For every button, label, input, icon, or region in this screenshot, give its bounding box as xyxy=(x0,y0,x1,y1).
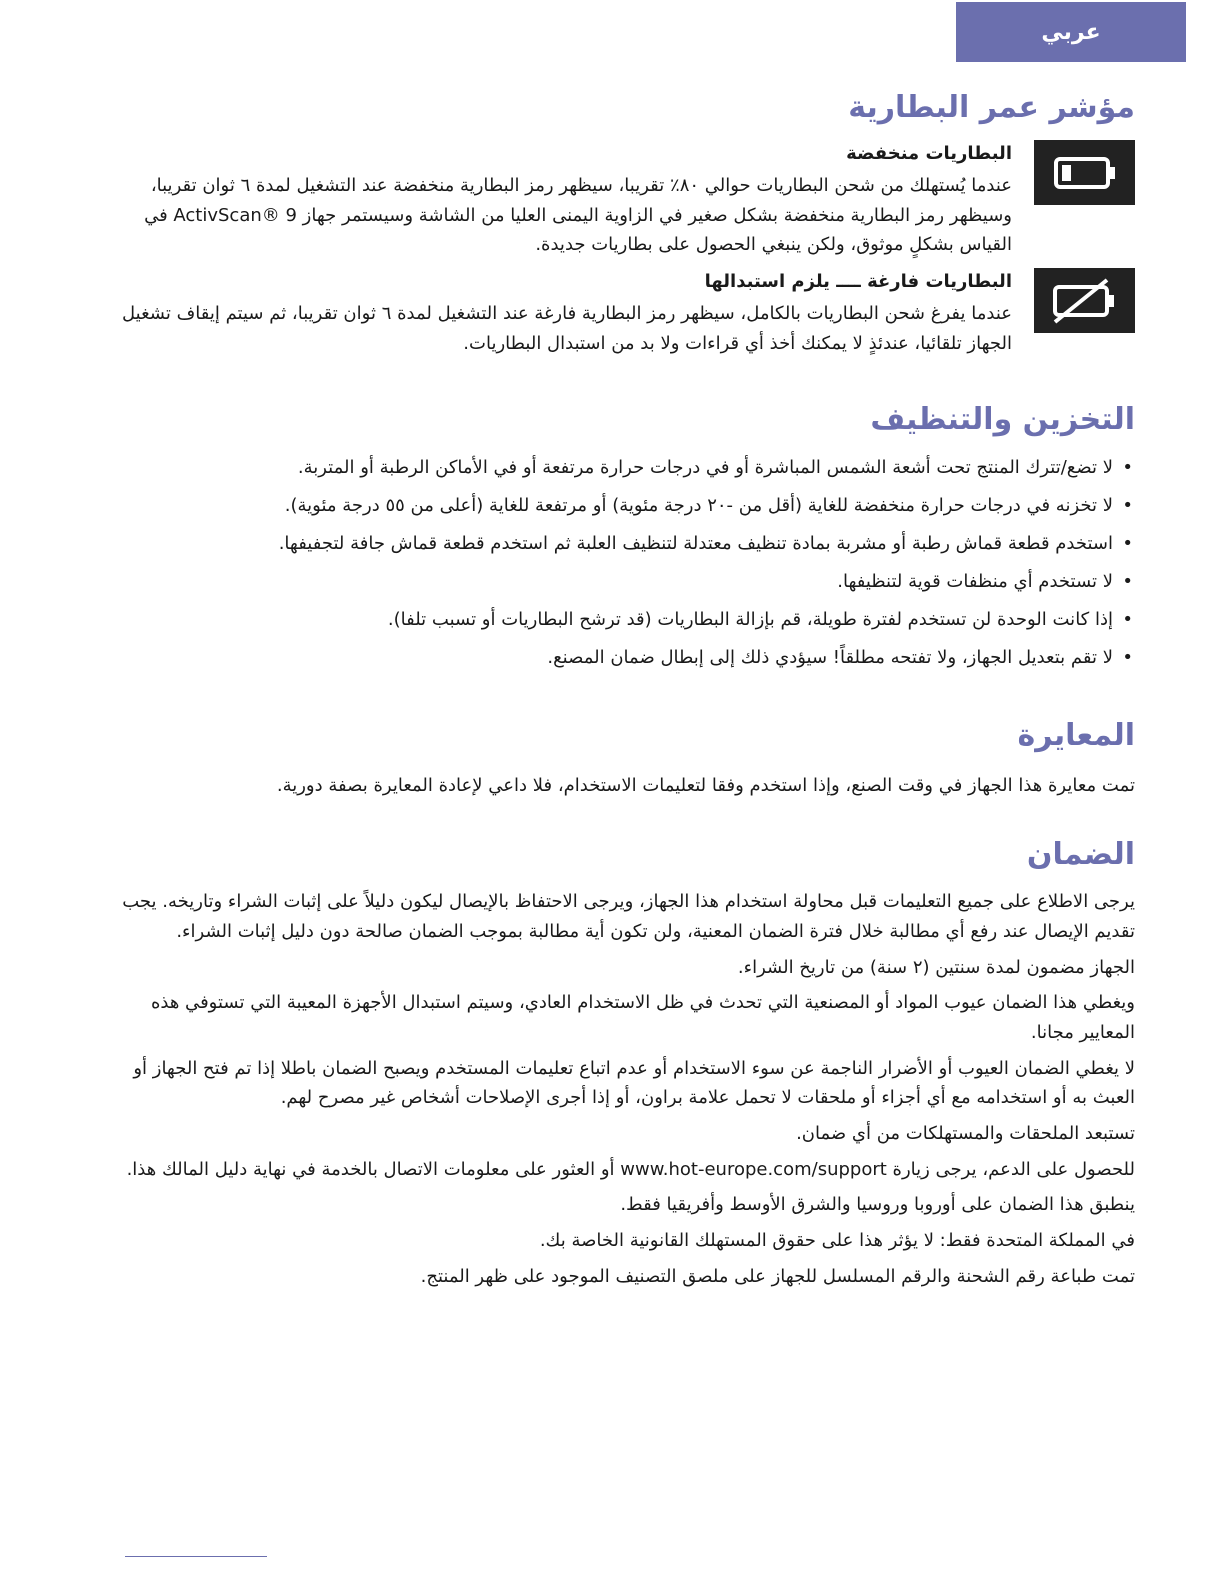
storage-section-title: التخزين والتنظيف xyxy=(870,402,1135,438)
calibration-section-title: المعايرة xyxy=(1017,718,1135,754)
battery-section xyxy=(122,90,1135,358)
battery-section-title: مؤشر عمر البطارية xyxy=(848,90,1135,125)
list-item: • لا تقم بتعديل الجهاز، ولا تفتحه مطلقاً! سيؤدي ذلك إلى إبطال ضمان المصنع. xyxy=(122,644,1135,671)
battery-empty-text: عندما يفرغ شحن البطاريات بالكامل، سيظهر رمز البطارية فارغة عند التشغيل لمدة ٦ ثوان تقريبا، ثم سيتم إيقاف تشغيل الجهاز تلقائيا، عندئذٍ لا يمكنك أخذ أي قراءات ولا بد من استبدال البطاريات. xyxy=(122,303,1012,354)
list-item: • إذا كانت الوحدة لن تستخدم لفترة طويلة، قم بإزالة البطاريات (قد ترشح البطاريات أو تسبب تلفا). xyxy=(122,606,1135,633)
warranty-paragraph: في المملكة المتحدة فقط: لا يؤثر هذا على حقوق المستهلك القانونية الخاصة بك. xyxy=(539,1230,1135,1252)
warranty-paragraph: يرجى الاطلاع على جميع التعليمات قبل محاولة استخدام هذا الجهاز، ويرجى الاحتفاظ بالإيصال ليكون دليلاً على إثبات الشراء وتاريخه. يجب تقديم الإيصال عند رفع أي مطالبة خلال فترة الضمان المعنية، ولن تكون أية مطالبة بموجب الضمان صالحة دون دليل إثبات الشراء. xyxy=(122,891,1135,942)
battery-low-icon xyxy=(1034,140,1135,205)
page-content xyxy=(122,90,1135,1297)
list-item: • استخدم قطعة قماش رطبة أو مشربة بمادة تنظيف معتدلة لتنظيف العلبة ثم استخدم قطعة قماش جافة لتجفيفها. xyxy=(122,530,1135,557)
list-item: • لا تخزنه في درجات حرارة منخفضة للغاية (أقل من -٢٠ درجة مئوية) أو مرتفعة للغاية (أعلى من ٥٥ درجة مئوية). xyxy=(122,492,1135,519)
warranty-paragraph: الجهاز مضمون لمدة سنتين (٢ سنة) من تاريخ الشراء. xyxy=(737,956,1135,978)
warranty-paragraph: ينطبق هذا الضمان على أوروبا وروسيا والشرق الأوسط وأفريقيا فقط. xyxy=(620,1194,1135,1216)
storage-section xyxy=(122,402,1135,671)
battery-empty-icon xyxy=(1034,268,1135,333)
battery-low-item xyxy=(122,140,1135,260)
list-item: • لا تستخدم أي منظفات قوية لتنظيفها. xyxy=(122,568,1135,595)
calibration-section xyxy=(122,718,1135,801)
storage-list xyxy=(122,454,1135,671)
battery-low-text: عندما يُستهلك من شحن البطاريات حوالي ٨٠٪ تقريبا، سيظهر رمز البطارية منخفضة عند التشغيل لمدة ٦ ثوان تقريبا، وسيظهر رمز البطارية منخفضة بشكل صغير في الزاوية اليمنى العليا من الشاشة وسيستمر جهاز ActivScan® 9 في القياس بشكلٍ موثوق، ولكن ينبغي الحصول على بطاريات جديدة. xyxy=(144,175,1012,256)
warranty-paragraph: ويغطي هذا الضمان عيوب المواد أو المصنعية التي تحدث في ظل الاستخدام العادي، وسيتم استبدال الأجهزة المعيبة التي تستوفي هذه المعايير مجانا. xyxy=(150,992,1135,1043)
warranty-paragraph: تستبعد الملحقات والمستهلكات من أي ضمان. xyxy=(796,1123,1135,1145)
battery-empty-title: البطاريات فارغة ــــ يلزم استبدالها xyxy=(704,271,1012,293)
warranty-paragraph: تمت طباعة رقم الشحنة والرقم المسلسل للجهاز على ملصق التصنيف الموجود على ظهر المنتج. xyxy=(420,1265,1135,1287)
warranty-paragraph: لا يغطي الضمان العيوب أو الأضرار الناجمة عن سوء الاستخدام أو عدم اتباع تعليمات المستخدم ويصبح الضمان باطلا إذا تم فتح الجهاز أو العبث به أو استخدامه مع أي أجزاء أو ملحقات لا تحمل علامة براون، أو إذا أجرى الإصلاحات أشخاص غير مصرح لهم. xyxy=(133,1057,1135,1109)
footer-divider xyxy=(125,1556,267,1557)
calibration-text: تمت معايرة هذا الجهاز في وقت الصنع، وإذا استخدم وفقا لتعليمات الاستخدام، فلا داعي لإعادة المعايرة بصفة دورية. xyxy=(276,775,1135,797)
warranty-section xyxy=(122,837,1135,1291)
warranty-section-title: الضمان xyxy=(1026,837,1135,873)
list-item: • لا تضع/تترك المنتج تحت أشعة الشمس المباشرة أو في درجات حرارة مرتفعة أو في الأماكن الرطبة أو المتربة. xyxy=(122,454,1135,481)
language-tab[interactable]: عربي xyxy=(956,2,1186,62)
battery-low-title: البطاريات منخفضة xyxy=(846,143,1012,164)
battery-empty-item xyxy=(122,268,1135,358)
warranty-paragraph: للحصول على الدعم، يرجى زيارة www.hot-europe.com/support أو العثور على معلومات الاتصال بالخدمة في نهاية دليل المالك هذا. xyxy=(126,1158,1135,1180)
